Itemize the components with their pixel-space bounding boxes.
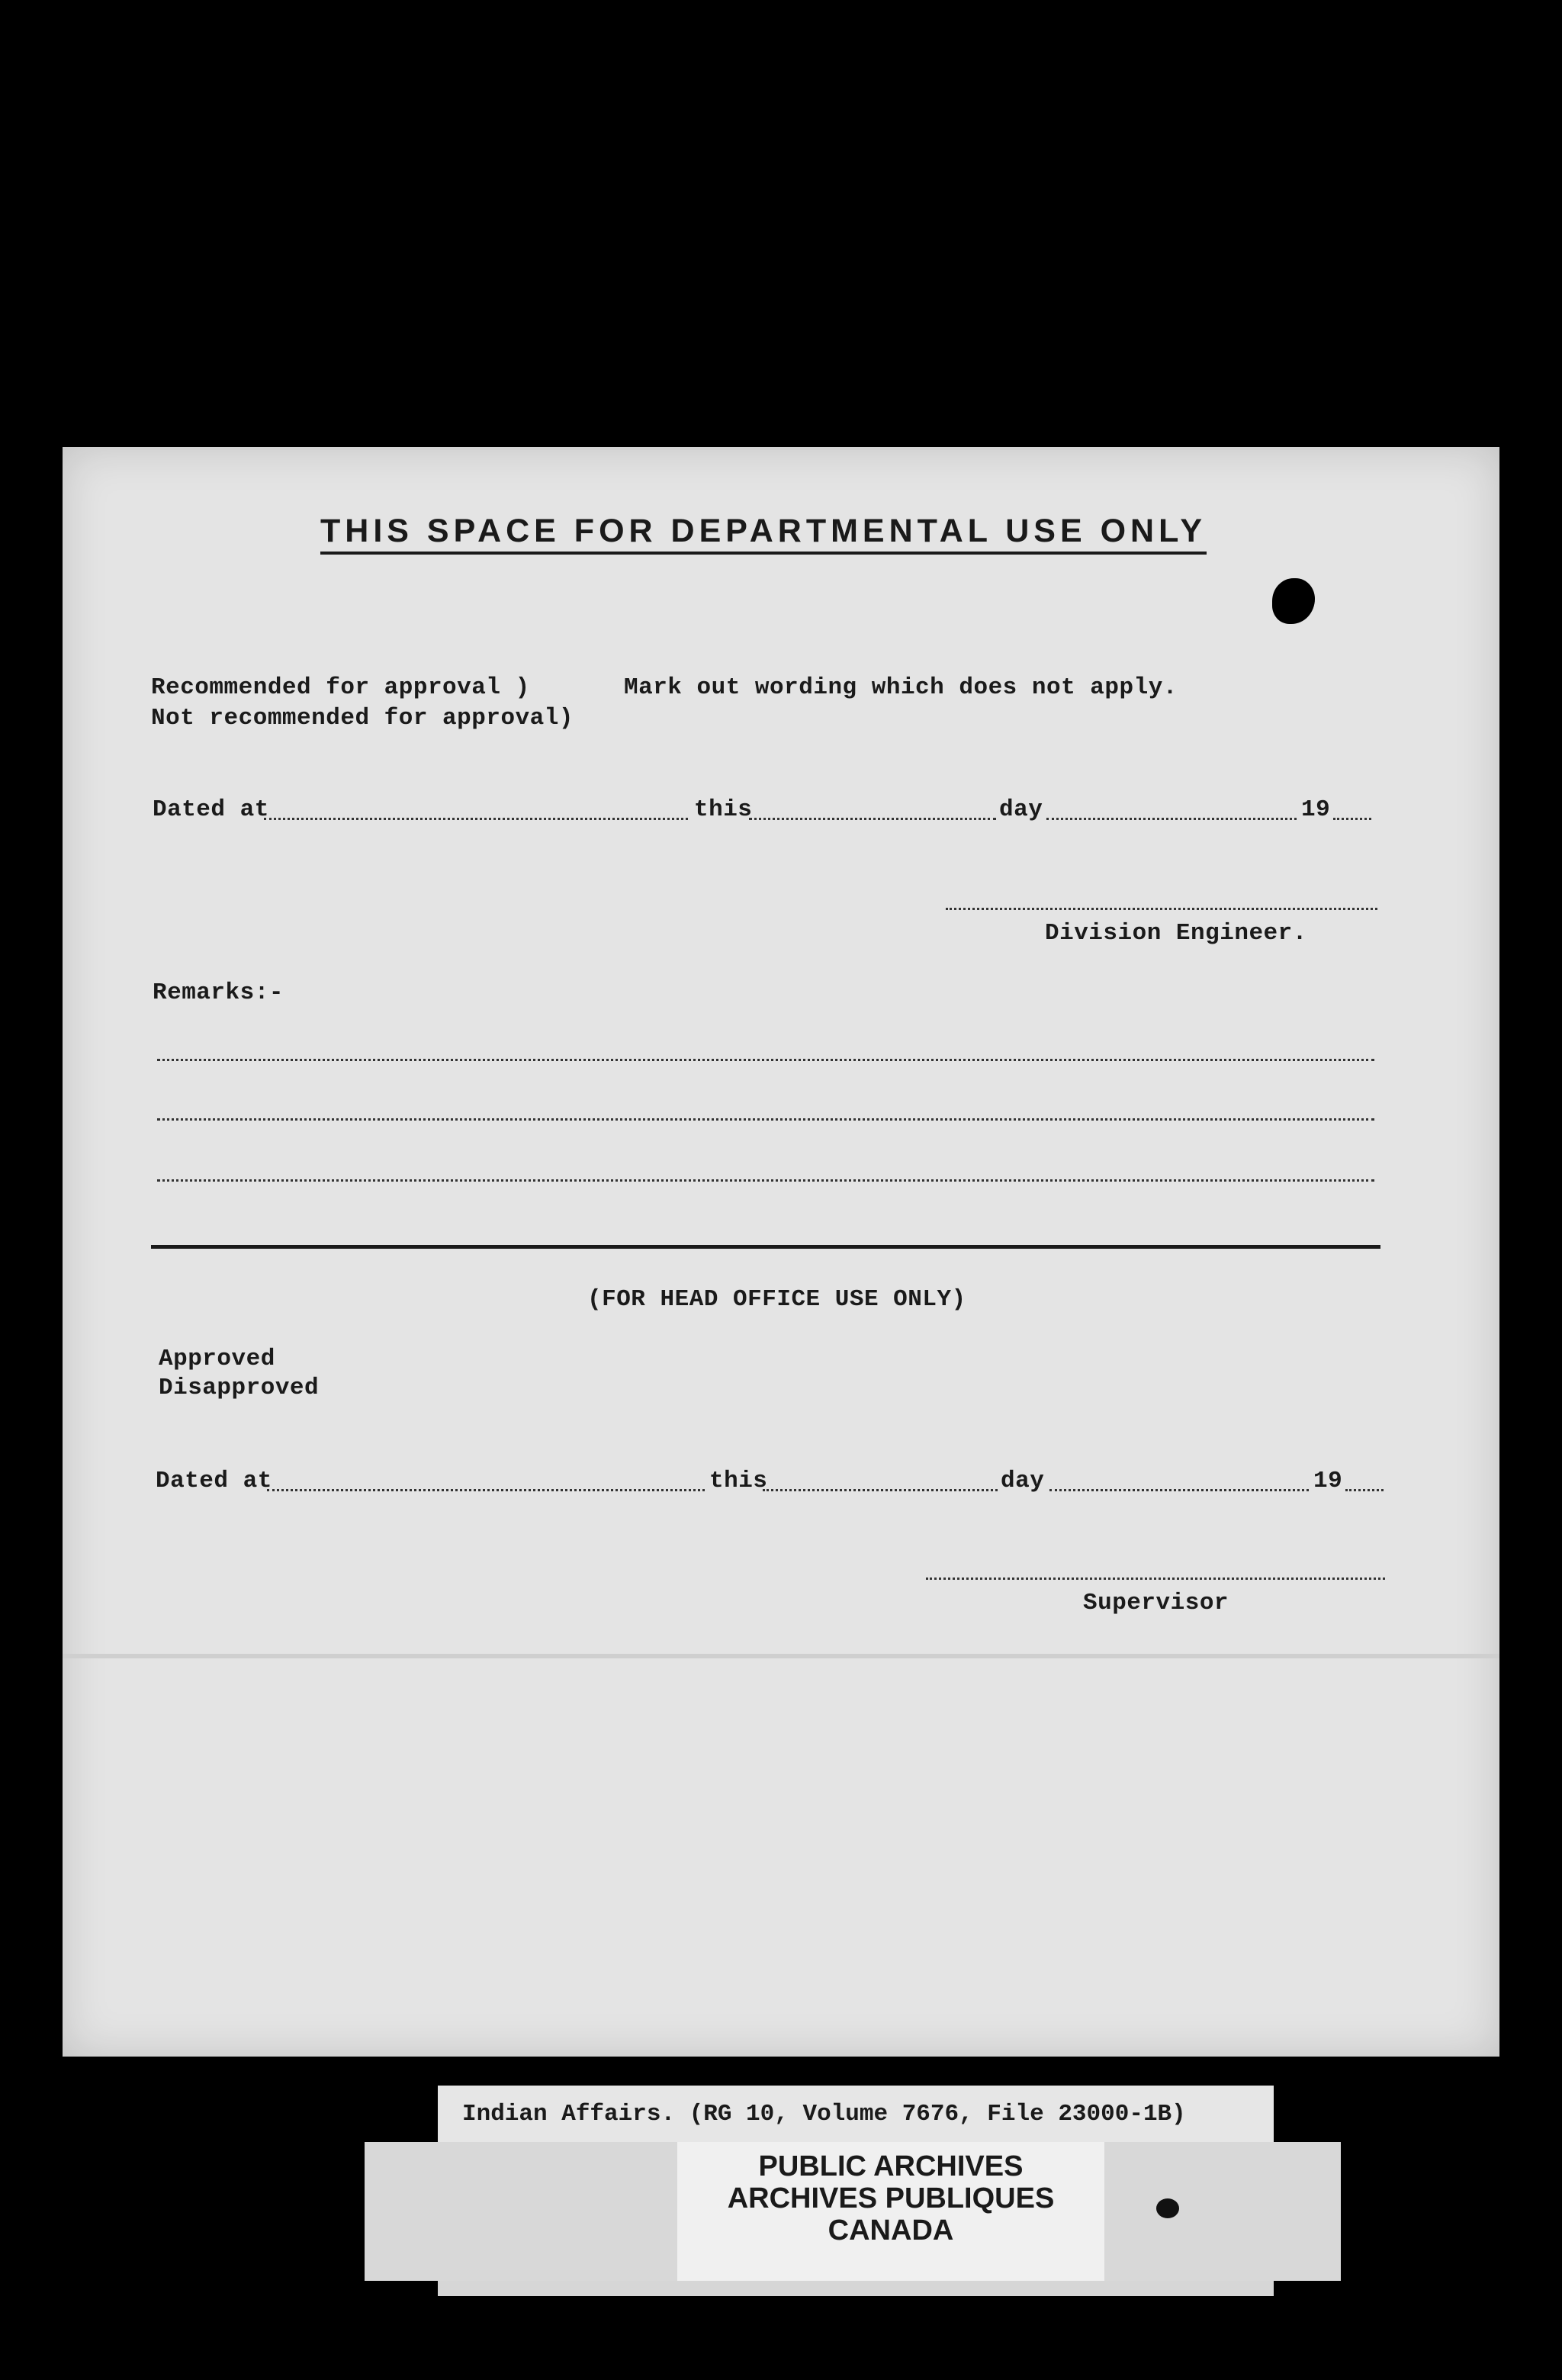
head-office-heading: (FOR HEAD OFFICE USE ONLY): [587, 1286, 966, 1313]
stamp-line-2: ARCHIVES PUBLIQUES: [727, 2182, 1055, 2214]
dated-at-label: Dated at: [153, 796, 269, 823]
paper-fold: [63, 1654, 1499, 1658]
not-recommended-label: Not recommended for approval): [151, 705, 574, 732]
month-field[interactable]: [1046, 818, 1297, 820]
year-field-2[interactable]: [1345, 1489, 1384, 1491]
this-label-2: this: [709, 1468, 768, 1494]
bottom-strip: [438, 2281, 1274, 2296]
day-label: day: [999, 796, 1043, 823]
division-engineer-label: Division Engineer.: [1045, 920, 1307, 947]
day-number-field-2[interactable]: [763, 1489, 998, 1491]
place-field-2[interactable]: [267, 1489, 705, 1491]
stamp-line-1: PUBLIC ARCHIVES: [758, 2150, 1024, 2182]
page-title: THIS SPACE FOR DEPARTMENTAL USE ONLY: [320, 513, 1207, 555]
section-divider: [151, 1245, 1380, 1249]
instruction-note: Mark out wording which does not apply.: [624, 674, 1178, 701]
dated-at-label-2: Dated at: [156, 1468, 272, 1494]
archive-reference: Indian Affairs. (RG 10, Volume 7676, File 23000-1B): [462, 2101, 1186, 2128]
day-number-field[interactable]: [749, 818, 996, 820]
approved-label: Approved: [159, 1346, 275, 1372]
stamp-line-3: CANADA: [828, 2214, 954, 2247]
year-prefix-2: 19: [1313, 1468, 1343, 1494]
recommended-label: Recommended for approval ): [151, 674, 530, 701]
day-label-2: day: [1001, 1468, 1045, 1494]
remarks-line[interactable]: [157, 1059, 1374, 1061]
place-field[interactable]: [264, 818, 688, 820]
year-field[interactable]: [1333, 818, 1371, 820]
supervisor-label: Supervisor: [1083, 1590, 1229, 1616]
remarks-label: Remarks:-: [153, 979, 284, 1006]
disapproved-label: Disapproved: [159, 1375, 320, 1401]
this-label: this: [694, 796, 753, 823]
year-prefix: 19: [1301, 796, 1331, 823]
division-engineer-signature-line[interactable]: [946, 908, 1377, 910]
supervisor-signature-line[interactable]: [926, 1578, 1385, 1580]
ink-spot: [1156, 2198, 1179, 2218]
remarks-line[interactable]: [157, 1179, 1374, 1182]
remarks-line[interactable]: [157, 1118, 1374, 1121]
month-field-2[interactable]: [1049, 1489, 1309, 1491]
